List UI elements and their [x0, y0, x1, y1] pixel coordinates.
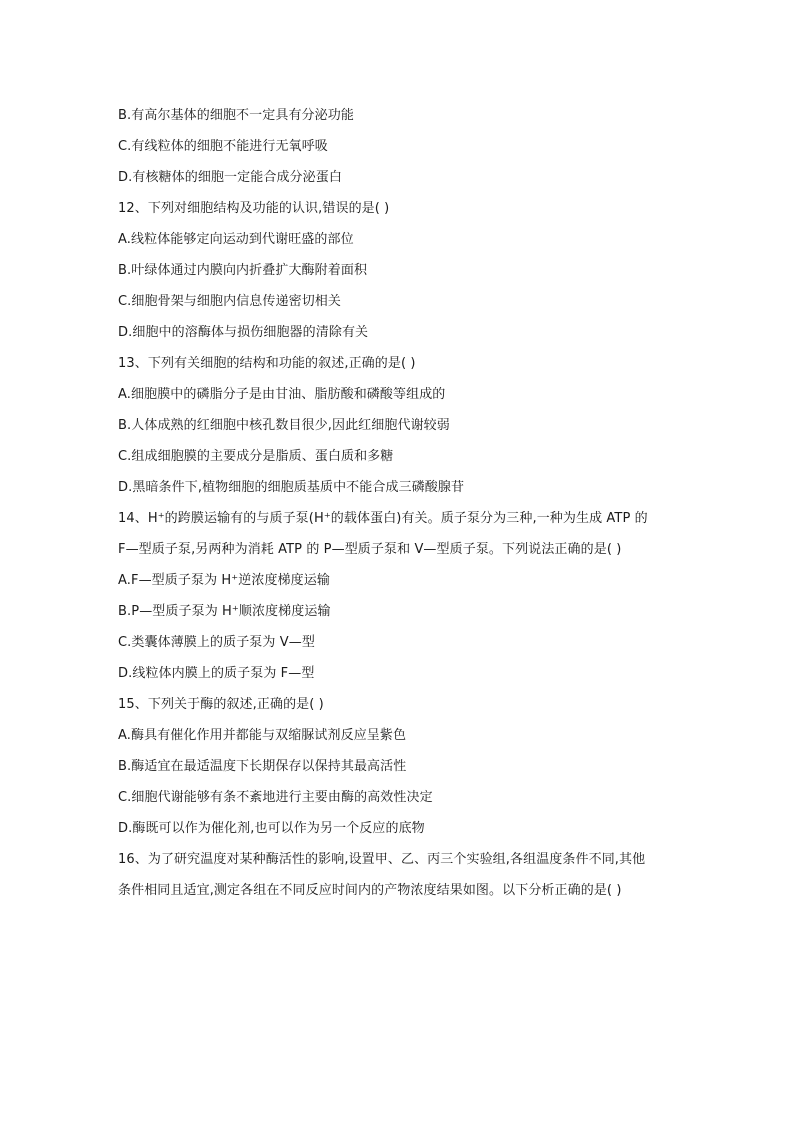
option-13-a: A.细胞膜中的磷脂分子是由甘油、脂肪酸和磷酸等组成的 — [118, 387, 446, 402]
option-12-a: A.线粒体能够定向运动到代谢旺盛的部位 — [118, 232, 354, 247]
option-13-b: B.人体成熟的红细胞中核孔数目很少,因此红细胞代谢较弱 — [118, 418, 450, 433]
option-11-b: B.有高尔基体的细胞不一定具有分泌功能 — [118, 108, 354, 123]
question-13-stem: 13、下列有关细胞的结构和功能的叙述,正确的是( ) — [118, 356, 416, 371]
option-13-c: C.组成细胞膜的主要成分是脂质、蛋白质和多糖 — [118, 449, 394, 464]
option-14-b: B.P—型质子泵为 H⁺顺浓度梯度运输 — [118, 604, 331, 619]
question-15-stem: 15、下列关于酶的叙述,正确的是( ) — [118, 697, 324, 712]
option-11-d: D.有核糖体的细胞一定能合成分泌蛋白 — [118, 170, 342, 185]
option-15-c: C.细胞代谢能够有条不紊地进行主要由酶的高效性决定 — [118, 790, 433, 805]
option-12-b: B.叶绿体通过内膜向内折叠扩大酶附着面积 — [118, 263, 368, 278]
option-14-d: D.线粒体内膜上的质子泵为 F—型 — [118, 666, 315, 681]
question-14-stem-line-1: 14、H⁺的跨膜运输有的与质子泵(H⁺的载体蛋白)有关。质子泵分为三种,一种为生成 ATP 的 — [118, 511, 648, 526]
question-text-block — [118, 100, 678, 906]
option-15-b: B.酶适宜在最适温度下长期保存以保持其最高活性 — [118, 759, 407, 774]
option-15-a: A.酶具有催化作用并都能与双缩脲试剂反应呈紫色 — [118, 728, 407, 743]
option-15-d: D.酶既可以作为催化剂,也可以作为另一个反应的底物 — [118, 821, 425, 836]
question-16-stem-line-2: 条件相同且适宜,测定各组在不同反应时间内的产物浓度结果如图。以下分析正确的是( ) — [118, 883, 622, 898]
option-12-c: C.细胞骨架与细胞内信息传递密切相关 — [118, 294, 342, 309]
option-14-a: A.F—型质子泵为 H⁺逆浓度梯度运输 — [118, 573, 330, 588]
question-14-stem-line-2: F—型质子泵,另两种为消耗 ATP 的 P—型质子泵和 V—型质子泵。下列说法正确的是( ) — [118, 542, 622, 557]
option-14-c: C.类囊体薄膜上的质子泵为 V—型 — [118, 635, 315, 650]
option-13-d: D.黑暗条件下,植物细胞的细胞质基质中不能合成三磷酸腺苷 — [118, 480, 465, 495]
question-12-stem: 12、下列对细胞结构及功能的认识,错误的是( ) — [118, 201, 390, 216]
option-12-d: D.细胞中的溶酶体与损伤细胞器的清除有关 — [118, 325, 369, 340]
question-16-stem-line-1: 16、为了研究温度对某种酶活性的影响,设置甲、乙、丙三个实验组,各组温度条件不同,其他 — [118, 852, 646, 867]
option-11-c: C.有线粒体的细胞不能进行无氧呼吸 — [118, 139, 328, 154]
